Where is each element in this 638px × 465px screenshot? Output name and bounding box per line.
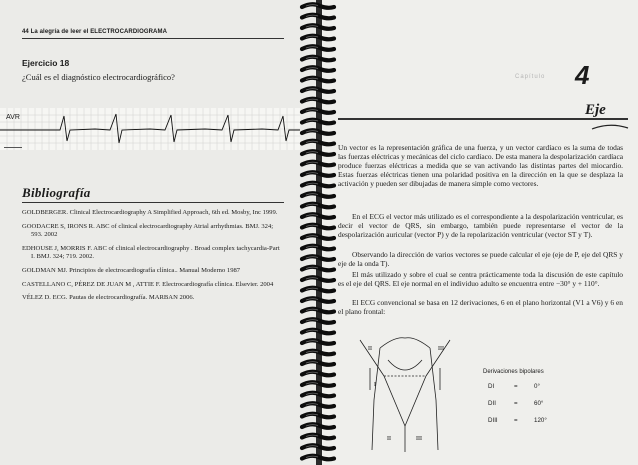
exercise-question: ¿Cuál es el diagnóstico electrocardiográfico? <box>22 72 175 82</box>
diagram-label: II <box>387 436 391 442</box>
header-rule <box>22 38 284 39</box>
legend-value: 60° <box>534 400 544 407</box>
ecg-strip <box>0 108 300 150</box>
running-header: 44 La alegría de leer el ELECTROCARDIOGRAMA <box>22 29 168 35</box>
spiral-binding <box>298 0 338 465</box>
legend-title: Derivaciones bipolares <box>483 369 544 375</box>
legend-value: 0° <box>534 383 540 390</box>
legend-value: 120° <box>534 417 547 424</box>
dash-mark <box>4 147 22 148</box>
legend-eq: = <box>514 383 518 390</box>
legend-eq: = <box>514 400 518 407</box>
reference-item: GOODACRE S, IRONS R. ABC of clinical electrocardiography Atrial arrhythmias. BMJ. 324; 593. 2002 <box>22 222 274 239</box>
paragraph: Observando la dirección de varios vectores se puede calcular el eje (eje de P, eje del QRS y eje de la onda T). <box>338 250 623 268</box>
left-page <box>0 0 318 465</box>
diagram-label: III <box>438 346 444 352</box>
legend-lead: DIII <box>488 417 498 424</box>
reference-list <box>22 209 284 308</box>
diagram-label: I <box>374 382 376 388</box>
paragraph: El ECG convencional se basa en 12 derivaciones, 6 en el plano horizontal (V1 a V6) y 6 en el plano frontal: <box>338 298 623 316</box>
ecg-lead-label: AVR <box>6 114 20 121</box>
diagram-label: III <box>416 436 422 442</box>
einthoven-diagram <box>340 330 470 455</box>
paragraph: El más utilizado y sobre el cual se centra prácticamente toda la discusión de este capítulo es el eje del QRS. El eje normal en el individuo adulto se encuentra entre −30° y + 110°. <box>338 270 623 288</box>
bibliography-rule <box>22 202 284 203</box>
chapter-number: 4 <box>575 60 590 90</box>
reference-item: VÉLEZ D. ECG. Pautas de electrocardiografía. MARBAN 2006. <box>22 294 195 302</box>
paragraph: En el ECG el vector más utilizado es el correspondiente a la despolarización ventricular, es decir el vector de QRS, sin embargo, también puede representarse el vector de la despolarización auricular (vector P) y de la repolarización ventricular (vector ST y T). <box>338 212 623 239</box>
legend-eq: = <box>514 417 518 424</box>
exercise-title: Ejercicio 18 <box>22 58 70 68</box>
reference-item: CASTELLANO C, PÉREZ DE JUAN M , ATTIE F. Electrocardiografía clínica. Elsevier. 2004 <box>22 280 274 288</box>
chapter-title: Eje <box>585 102 606 118</box>
chapter-label: Capítulo <box>515 74 546 80</box>
diagram-label: II <box>368 346 372 352</box>
reference-item: EDHOUSE J, MORRIS F. ABC of clinical electrocardiography . Broad complex tachycardia-Part I. BMJ. 324; 719. 2002. <box>22 244 280 261</box>
bibliography-title: Bibliografía <box>22 185 91 200</box>
reference-item: GOLDBERGER. Clinical Electrocardiography A Simplified Approach, 6th ed. Mosby, Inc 1999. <box>22 209 278 216</box>
legend-lead: DI <box>488 383 495 390</box>
paragraph: Un vector es la representación gráfica de una fuerza, y un vector cardíaco es la suma de todas las fuerzas eléctricas y mecánicas del ciclo cardíaco. De esta manera la despolarización cardíaca produce fuerzas eléctricas a medida que se van activando las distintas partes del miocardio. Estas fuerzas eléctricas tienen una polaridad positiva en la dirección en la que se desplaza la activación y pueden ser dibujadas de manera simple como vectores. <box>338 143 623 188</box>
reference-item: GOLDMAN MJ. Principios de electrocardiografía clínica.. Manual Moderno 1987 <box>22 266 241 274</box>
title-swoosh <box>590 120 630 134</box>
legend-lead: DII <box>488 400 496 407</box>
